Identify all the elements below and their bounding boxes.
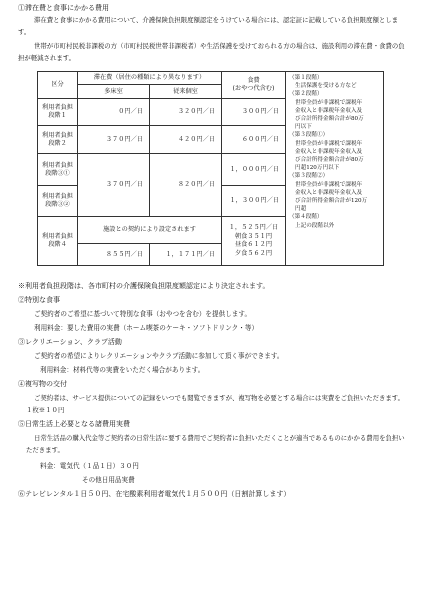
col-header-stay: 滞在費（居住の種類により異なります）: [78, 72, 222, 85]
col-header-category: 区分: [38, 72, 78, 99]
section3-line2: 利用料金：材料代等の実費をいただく場合があります。: [40, 366, 205, 374]
cell-private: １，１７１円／日: [150, 244, 222, 266]
col-header-meal: 食費 (おやつ代含む): [222, 72, 286, 99]
section6-line: ⑥テレビレンタル１日５０円、在宅酸素利用者電気代１月５００円（日割計算します）: [18, 490, 291, 498]
cell-private: ４２０円／日: [150, 126, 222, 154]
cell-meal: ３００円／日: [222, 99, 286, 126]
section2-heading: ②特別な食事: [18, 296, 60, 304]
col-header-private-room: 従来個室: [150, 85, 222, 99]
row-label: 利用者負担 段階③①: [38, 154, 78, 186]
col-header-multi-room: 多床室: [78, 85, 150, 99]
cell-facility-note: 施設との契約により設定されます: [78, 217, 222, 244]
cell-meal: １，３００円／日: [222, 186, 286, 217]
section2-line1: ご契約者のご希望に基づいて特別な食事（おやつを含む）を提供します。: [34, 310, 252, 318]
table-footnote: ※利用者負担段階は、各市町村の介護保険負担限度額認定により決定されます。: [18, 282, 270, 290]
section3-line1: ご契約者の希望によりレクリエーションやクラブ活動に参加して頂く事ができます。: [34, 352, 284, 360]
section1-paragraph2: 世帯が市町村民税非課税の方（市町村民税世帯非課税者）や生活保護を受けておられる方の場合は、施設利用の滞在費・食費の負担が軽減されます。: [18, 42, 405, 62]
section1-paragraph1: 滞在費と食事にかかる費用について、介護保険負担限度額認定をうけている場合には、認定証に記載している負担限度額とします。: [18, 16, 399, 36]
row-label: 利用者負担 段階２: [38, 126, 78, 154]
section5-fee-line: 料金：電気代（１品１日）３０円: [40, 462, 139, 470]
section4-paragraph: ご契約者は、サービス提供についての記録をいつでも閲覧できますが、複写物を必要とする場合には実費をご負担いただきます。１枚※１０円: [26, 394, 405, 414]
cell-meal: ６００円／日: [222, 126, 286, 154]
fee-table: [37, 71, 384, 266]
section1-heading: ①滞在費と食事にかかる費用: [18, 4, 109, 12]
section5-heading: ⑤日常生活上必要となる諸費用実費: [18, 420, 130, 428]
section5-other-line: その他日用品実費: [82, 476, 135, 484]
section3-heading: ③レクリエーション、クラブ活動: [18, 338, 122, 346]
section4-heading: ④複写物の交付: [18, 380, 67, 388]
stage-notes: （第１段階） 生活保護を受ける方など （第２段階） 世帯全員が非課税で課税年 金収入と非課税年金収入及 び合計所得金額合計が80万 円以下 （第３段階①） 世帯全員が非課税で課税年 金収入と非課税年金収入及 び合計所得金額合計が80万 円超120万円以下 （第３段階②） 世帯全員が非課税で課税年 金収入と非課税年金収入及 び合計所得金額合計が120万 円超 （第４段階） 上記の段階以外: [286, 72, 384, 266]
cell-multi: ３７０円／日: [78, 154, 150, 217]
section5-paragraph: 日常生活品の購入代金等ご契約者の日常生活に要する費用でご契約者に負担いただくことが適当であるものにかかる費用を負担いただきます。: [26, 434, 405, 454]
cell-private: ８２０円／日: [150, 154, 222, 217]
cell-multi: ０円／日: [78, 99, 150, 126]
row-label: 利用者負担 段階③②: [38, 186, 78, 217]
cell-private: ３２０円／日: [150, 99, 222, 126]
cell-meal: １，０００円／日: [222, 154, 286, 186]
row-label: 利用者負担 段階４: [38, 217, 78, 266]
section2-line2: 利用料金：要した費用の実費（ホーム喫茶のケーキ・ソフトドリンク・等）: [34, 324, 259, 332]
cell-meal-breakdown: １，５２５円／日 朝食３５１円 昼食６１２円 夕食５６２円: [222, 217, 286, 266]
cell-multi: ８５５円／日: [78, 244, 150, 266]
row-label: 利用者負担 段階１: [38, 99, 78, 126]
cell-multi: ３７０円／日: [78, 126, 150, 154]
